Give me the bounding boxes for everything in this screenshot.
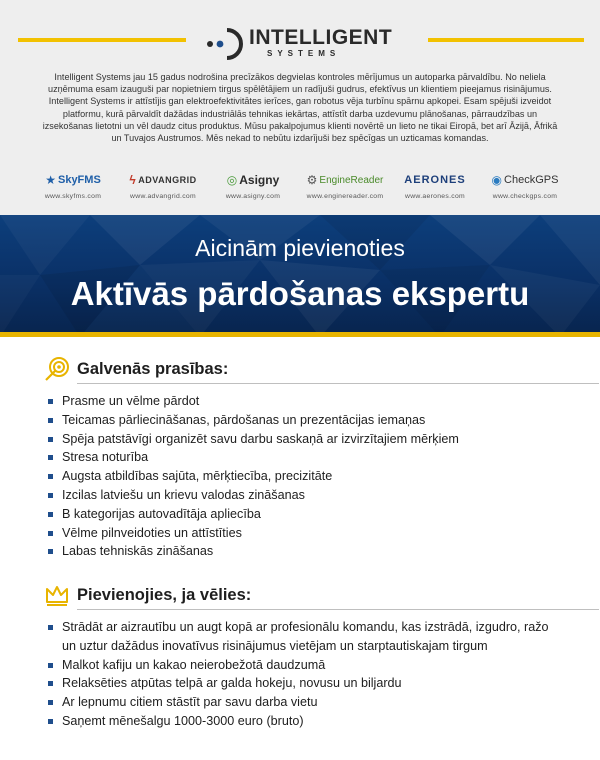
brand-name: SkyFMS: [57, 174, 101, 186]
asigny-icon: ◎: [226, 173, 238, 187]
requirements-heading: [44, 356, 556, 386]
search-icon: ◉: [491, 173, 503, 187]
list-item: Teicamas pārliecināšanas, pārdošanas un prezentācijas iemaņas: [48, 411, 558, 430]
brand-skyfms[interactable]: [28, 172, 118, 200]
list-item: Prasme un vēlme pārdot: [48, 392, 558, 411]
brand-url: www.advangrid.com: [130, 193, 196, 200]
requirements-title: Galvenās prasības:: [77, 360, 229, 378]
list-item: Augsta atbildības sajūta, mērķtiecība, precizitāte: [48, 467, 558, 486]
header-section: [0, 0, 600, 215]
list-item: Labas tehniskās zināšanas: [48, 542, 558, 561]
brand-enginereader[interactable]: [300, 172, 390, 200]
list-item: Vēlme pilnveidoties un attīstīties: [48, 524, 558, 543]
hero-title: Aktīvās pārdošanas ekspertu: [70, 275, 530, 312]
brand-url: www.asigny.com: [225, 193, 281, 200]
list-item: Stresa noturība: [48, 448, 558, 467]
lightning-icon: ϟ: [129, 173, 137, 187]
hero-yellow-rule: [0, 332, 600, 337]
brand-name: AERONES: [404, 174, 466, 186]
brand-name: ADVANGRID: [138, 175, 197, 185]
list-item: B kategorijas autovadītāja apliecība: [48, 505, 558, 524]
list-item: Spēja patstāvīgi organizēt savu darbu saskaņā ar izvirzītajiem mērķiem: [48, 430, 558, 449]
brand-asigny[interactable]: [208, 172, 298, 200]
brand-aerones[interactable]: [390, 172, 480, 200]
brand-advangrid[interactable]: [118, 172, 208, 200]
brand-url: www.checkgps.com: [492, 193, 558, 200]
benefits-heading: [44, 582, 556, 612]
benefits-divider: [77, 609, 599, 610]
company-logo: [205, 22, 405, 62]
brand-checkgps[interactable]: [480, 172, 570, 200]
requirements-divider: [77, 383, 599, 384]
list-item: Strādāt ar aizrautību un augt kopā ar profesionālu komandu, kas izstrādā, izgudro, ražo un uztur dažādus inovatīvus risinājumus vietējam un starptautiskajam tirgum: [48, 618, 558, 656]
list-item: Ar lepnumu citiem stāstīt par savu darba vietu: [48, 693, 558, 712]
target-icon: [44, 356, 70, 382]
company-intro: Intelligent Systems jau 15 gadus nodrošina precīzākos degvielas kontroles mērījumus un autoparka pārvaldību. No neliela uzņēmuma esam izauguši par nopietniem tirgus spēlētājiem un radījuši gudrus, efektīvus un klientiem pieejamus risinājumus. Intelligent Systems ir attīstījis gan elektroefektivitātes ierīces, gan robotus vēja turbīnu spārnu apkopei. Esam spējuši izveidot platformu, kurā pārvaldīt dažādas industriālās tehnikas iekārtas, attīstīt darba uzdevumu plānošanas, pārraudzības un izsekošanas lietotni un vēl daudz citus produktus. Mūsu pakalpojumus klienti novērtē un lieto ne tikai Eiropā, bet arī Āzijā, Āfrikā un Tuvajos Austrumos. Mēs nekad to nebūtu izdarījuši bez spēcīgas un uzticamas komandas.: [42, 72, 558, 144]
hero-subtitle: Aicinām pievienoties: [195, 235, 405, 261]
requirements-list: [48, 392, 558, 561]
hero-banner: [0, 215, 600, 337]
yellow-rule-right: [428, 38, 584, 42]
brand-name: CheckGPS: [504, 174, 559, 186]
brand-url: www.enginereader.com: [306, 193, 384, 200]
brand-name: Asigny: [239, 173, 280, 187]
brand-url: www.aerones.com: [404, 193, 466, 200]
list-item: Saņemt mēnešalgu 1000-3000 euro (bruto): [48, 712, 558, 731]
list-item: Malkot kafiju un kakao neierobežotā daudzumā: [48, 656, 558, 675]
crown-icon: [44, 582, 70, 608]
logo-wordmark: INTELLIGENT: [249, 26, 393, 49]
logo-tagline: SYSTEMS: [267, 49, 341, 58]
brand-row: [28, 172, 572, 208]
engine-icon: ⚙: [306, 173, 318, 187]
brand-name: EngineReader: [319, 174, 384, 186]
yellow-rule-left: [18, 38, 186, 42]
star-icon: ★: [45, 173, 56, 187]
brand-url: www.skyfms.com: [44, 193, 102, 200]
list-item: Izcilas latviešu un krievu valodas zināšanas: [48, 486, 558, 505]
logo-mark-icon: [205, 24, 245, 60]
list-item: Relaksēties atpūtas telpā ar galda hokeju, novusu un biljardu: [48, 674, 558, 693]
benefits-list: [48, 618, 558, 731]
benefits-title: Pievienojies, ja vēlies:: [77, 586, 252, 604]
